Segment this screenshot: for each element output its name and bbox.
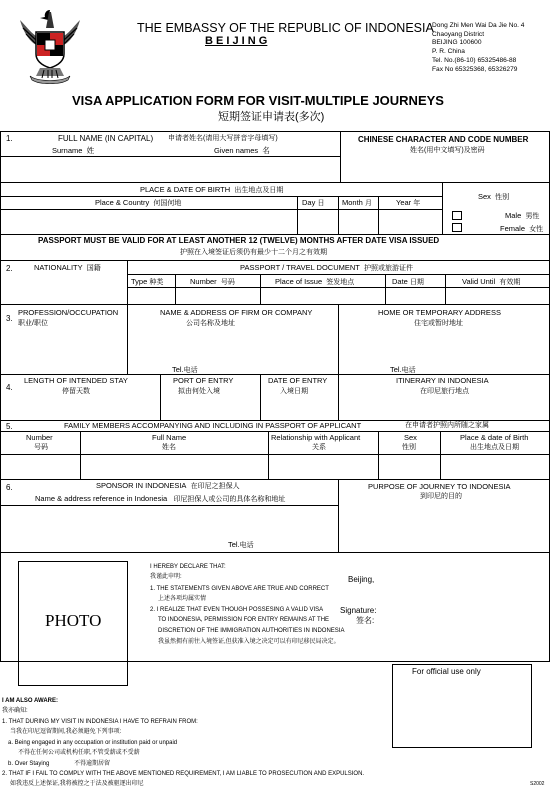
family-sex-label: Sex xyxy=(404,433,417,442)
passport-number-field[interactable] xyxy=(176,288,259,303)
birth-year-field[interactable] xyxy=(379,210,441,233)
passport-number-label: Number 号码 xyxy=(190,277,235,286)
female-checkbox[interactable] xyxy=(452,223,462,232)
declare-item-1-cn: 上述各项均属实情 xyxy=(158,596,207,602)
aware-item-1: 1. THAT DURING MY VISIT IN INDONESIA I HAVE TO REFRAIN FROM: xyxy=(2,719,198,725)
section-2-number: 2. xyxy=(6,264,13,273)
section-3-number: 3. xyxy=(6,314,13,323)
full-name-field[interactable] xyxy=(1,157,339,181)
embassy-name: THE EMBASSY OF THE REPUBLIC OF INDONESIA xyxy=(137,21,434,35)
declare-city: Beijing, xyxy=(348,575,375,584)
declare-title-cn: 我谨此申明: xyxy=(150,574,182,580)
aware-item-2-cn: 如我违反上述保证,我将被控之于法及被驱逐出印尼 xyxy=(10,781,144,787)
itinerary-field[interactable] xyxy=(339,399,549,419)
itinerary-label-cn: 在印尼旅行地点 xyxy=(420,388,469,395)
official-use-box xyxy=(392,664,532,748)
section-4-number: 4. xyxy=(6,383,13,392)
declare-item-1: 1. THE STATEMENTS GIVEN ABOVE ARE TRUE AND CORRECT xyxy=(150,586,329,592)
surname-label: Surname 姓 xyxy=(52,146,95,155)
port-of-entry-field[interactable] xyxy=(161,399,259,419)
valid-until-field[interactable] xyxy=(446,288,549,303)
relationship-label: Relationship with Applicant xyxy=(271,433,361,442)
firm-tel-label: Tel.电话 xyxy=(172,365,198,374)
place-of-issue-label: Place of Issue 签发地点 xyxy=(275,277,355,286)
passport-type-field[interactable] xyxy=(128,288,174,303)
family-number-label-cn: 号码 xyxy=(34,444,48,451)
nationality-label: NATIONALITY 国籍 xyxy=(34,263,101,272)
aware-item-b-cn: 不得逾期居留 xyxy=(74,761,111,767)
port-of-entry-label: PORT OF ENTRY xyxy=(173,376,234,385)
male-checkbox[interactable] xyxy=(452,211,462,220)
firm-field[interactable] xyxy=(128,331,337,373)
firm-label: NAME & ADDRESS OF FIRM OR COMPANY xyxy=(160,308,313,317)
signature-field[interactable] xyxy=(385,604,540,626)
birth-month-field[interactable] xyxy=(339,210,377,233)
home-address-field[interactable] xyxy=(339,331,549,373)
year-label: Year 年 xyxy=(396,198,421,207)
family-members-label: FAMILY MEMBERS ACCOMPANYING AND INCLUDING IN PASSPORT OF APPLICANT xyxy=(64,421,362,430)
sponsor-name-address-label: Name & address reference in Indonesia 印尼担保人或公司的具体名称和地址 xyxy=(35,494,286,503)
length-of-stay-label: LENGTH OF INTENDED STAY xyxy=(24,376,128,385)
full-name-label-cn: 申请者姓名(请用大写拼音字母填写) xyxy=(168,135,278,142)
profession-label-cn: 职业/职位 xyxy=(18,320,48,327)
passport-date-field[interactable] xyxy=(386,288,444,303)
passport-label: PASSPORT / TRAVEL DOCUMENT 护照或旅游证件 xyxy=(240,263,414,272)
home-address-label-cn: 住宅或暂时地址 xyxy=(414,320,463,327)
family-row-field[interactable] xyxy=(1,455,549,478)
firm-label-cn: 公司名称及地址 xyxy=(186,320,235,327)
family-number-label: Number xyxy=(26,433,53,442)
home-tel-label: Tel.电话 xyxy=(390,365,416,374)
form-title: VISA APPLICATION FORM FOR VISIT-MULTIPLE JOURNEYS xyxy=(72,93,444,108)
declare-item-2a: 2. I REALIZE THAT EVEN THOUGH POSSESING A VALID VISA xyxy=(150,607,324,613)
official-use-label: For official use only xyxy=(412,667,481,676)
section-6-number: 6. xyxy=(6,483,13,492)
chinese-character-label-cn: 姓名(用中文填写)及密码 xyxy=(410,147,485,154)
purpose-label: PURPOSE OF JOURNEY TO INDONESIA xyxy=(368,482,511,491)
family-full-name-label-cn: 姓名 xyxy=(162,444,176,451)
day-label: Day 日 xyxy=(302,198,325,207)
birth-place-field[interactable] xyxy=(1,210,296,233)
date-of-entry-label-cn: 入境日期 xyxy=(280,388,308,395)
valid-until-label: Valid Until 有效期 xyxy=(462,277,521,286)
place-date-birth-label: PLACE & DATE OF BIRTH 出生地点及日期 xyxy=(140,185,284,194)
length-of-stay-field[interactable] xyxy=(1,399,159,419)
aware-title: I AM ALSO AWARE: xyxy=(2,698,58,704)
passport-type-label: Type 种类 xyxy=(131,277,164,286)
declare-item-2b: TO INDONESIA, PERMISSION FOR ENTRY REMAINS AT THE xyxy=(158,617,330,623)
family-sex-label-cn: 性别 xyxy=(402,444,416,451)
month-label: Month 月 xyxy=(342,198,372,207)
aware-item-a-cn: 不得在任何公司或机构任职,不管受薪或不受薪 xyxy=(18,750,140,756)
female-label: Female 女性 xyxy=(500,224,544,233)
declare-title: I HEREBY DECLARE THAT: xyxy=(150,564,226,570)
purpose-field[interactable] xyxy=(339,503,549,551)
sponsor-label: SPONSOR IN INDONESIA 在印尼之担保人 xyxy=(96,481,240,490)
family-birth-label-cn: 出生地点及日期 xyxy=(470,444,519,451)
male-label: Male 男性 xyxy=(505,211,540,220)
nationality-field[interactable] xyxy=(1,276,126,303)
declare-item-2c: DISCRETION OF THE IMMIGRATION AUTHORITIES IN INDONESIA xyxy=(158,628,345,634)
form-code: S2002 xyxy=(530,781,545,787)
embassy-city: B E I J I N G xyxy=(205,35,268,47)
sponsor-tel-label: Tel.电话 xyxy=(228,540,254,549)
date-of-entry-label: DATE OF ENTRY xyxy=(268,376,328,385)
sponsor-field[interactable] xyxy=(1,506,337,551)
family-members-label-cn: 在申请者护照内所随之家属 xyxy=(405,422,489,429)
profession-field[interactable] xyxy=(1,331,126,373)
section-5-number: 5. xyxy=(6,422,13,431)
passport-date-label: Date 日期 xyxy=(392,277,424,286)
aware-item-b: b. Over Staying xyxy=(8,761,50,767)
place-of-issue-field[interactable] xyxy=(261,288,384,303)
full-name-label: FULL NAME (IN CAPITAL) xyxy=(58,134,154,143)
section-1-number: 1. xyxy=(6,134,13,143)
embassy-address: Dong Zhi Men Wai Da Jie No. 4 Chaoyang District BEIJING 100600 P. R. China Tel. No.(86-10) 65325486-88 Fax No 65325368, 65326279 xyxy=(432,22,525,73)
signature-label: Signature: xyxy=(340,606,377,615)
garuda-emblem-icon xyxy=(18,6,82,86)
photo-label: PHOTO xyxy=(45,611,102,630)
signature-label-cn: 签名: xyxy=(356,616,375,625)
date-of-entry-field[interactable] xyxy=(261,399,337,419)
given-names-label: Given names 名 xyxy=(214,146,270,155)
itinerary-label: ITINERARY IN INDONESIA xyxy=(396,376,489,385)
aware-item-1-cn: 当我在印尼逗留期间,我必须避免下列事项: xyxy=(10,729,122,735)
profession-label: PROFESSION/OCCUPATION xyxy=(18,308,119,317)
passport-validity-note-cn: 护照在入境签证后须仍有最少十二个月之有效期 xyxy=(180,249,327,256)
passport-validity-note: PASSPORT MUST BE VALID FOR AT LEAST ANOTHER 12 (TWELVE) MONTHS AFTER DATE VISA ISSUED xyxy=(38,236,440,245)
family-birth-label: Place & date of Birth xyxy=(460,433,529,442)
place-country-label: Place & Country 何国何地 xyxy=(95,198,182,207)
chinese-character-field[interactable] xyxy=(341,157,549,181)
length-of-stay-label-cn: 停留天数 xyxy=(62,388,90,395)
chinese-character-label: CHINESE CHARACTER AND CODE NUMBER xyxy=(358,135,529,144)
aware-item-2: 2. THAT IF I FAIL TO COMPLY WITH THE ABOVE MENTIONED REQUIREMENT, I AM LIABLE TO PROSECUTION AND EXPULSION. xyxy=(2,771,365,777)
sex-label: Sex 性别 xyxy=(478,192,510,201)
family-full-name-label: Full Name xyxy=(152,433,187,442)
aware-title-cn: 我亦确知: xyxy=(2,708,28,714)
relationship-label-cn: 关系 xyxy=(312,444,326,451)
birth-day-field[interactable] xyxy=(298,210,337,233)
aware-item-a: a. Being engaged in any occupation or institution paid or unpaid xyxy=(8,740,178,746)
port-of-entry-label-cn: 拟由何处入境 xyxy=(178,388,220,395)
home-address-label: HOME OR TEMPORARY ADDRESS xyxy=(378,308,501,317)
form-title-cn: 短期签证申请表(多次) xyxy=(218,111,325,123)
declare-item-2-cn: 我虽然拥有前往入境签证,但获准入境之决定可以有印尼移民局决定。 xyxy=(158,639,340,645)
purpose-label-cn: 到印尼的目的 xyxy=(420,493,462,500)
